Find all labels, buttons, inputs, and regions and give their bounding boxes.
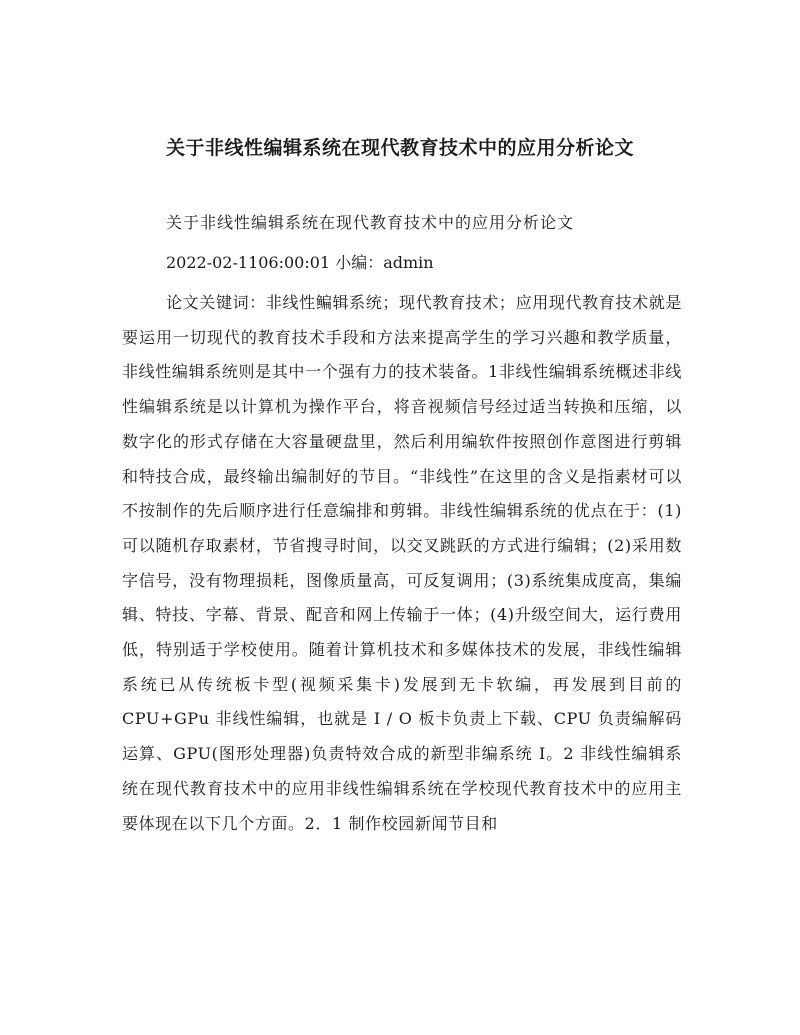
- document-title: 关于非线性编辑系统在现代教育技术中的应用分析论文: [165, 137, 634, 159]
- body-paragraph: 论文关键词：非线性鳊辑系统；现代教育技术；应用现代教育技术就是要运用一切现代的教育技术手段和方法来提高学生的学习兴趣和教学质量，非线性编辑系统则是其中一个强有力的技术装备。1非线性编辑系统概述非线性编辑系统是以计算机为操作平台，将音视频信号经过适当转换和压缩，以数字化的形式存储在大容量硬盘里，然后利用编软件按照创作意图进行剪辑和特技合成，最终输出编制好的节目。“非线性”在这里的含义是指素材可以不按制作的先后顺序进行任意编排和剪辑。非线性编辑系统的优点在于：(1)可以随机存取素材，节省搜寻时间，以交叉跳跃的方式进行编辑；(2)采用数字信号，没有物理损耗，图像质量高，可反复调用；(3)系统集成度高，集编辑、特技、字幕、背景、配音和网上传输于一体；(4)升级空间大，运行费用低，特别适于学校使用。随着计算机技术和多媒体技术的发展，非线性编辑系统已从传统板卡型(视频采集卡)发展到无卡软编，再发展到目前的 CPU+GPu 非线性编辑，也就是 I / O 板卡负责上下载、CPU 负责编解码运算、GPU(图形处理器)负责特效合成的新型非编系统 I。2 非线性编辑系统在现代教育技术中的应用非线性编辑系统在学校现代教育技术中的应用主要体现在以下几个方面。2．1 制作校园新闻节目和: [122, 293, 682, 833]
- publish-meta: 2022-02-1106:00:01 小编：admin: [166, 253, 434, 272]
- document-subtitle: 关于非线性编辑系统在现代教育技术中的应用分析论文: [166, 213, 575, 232]
